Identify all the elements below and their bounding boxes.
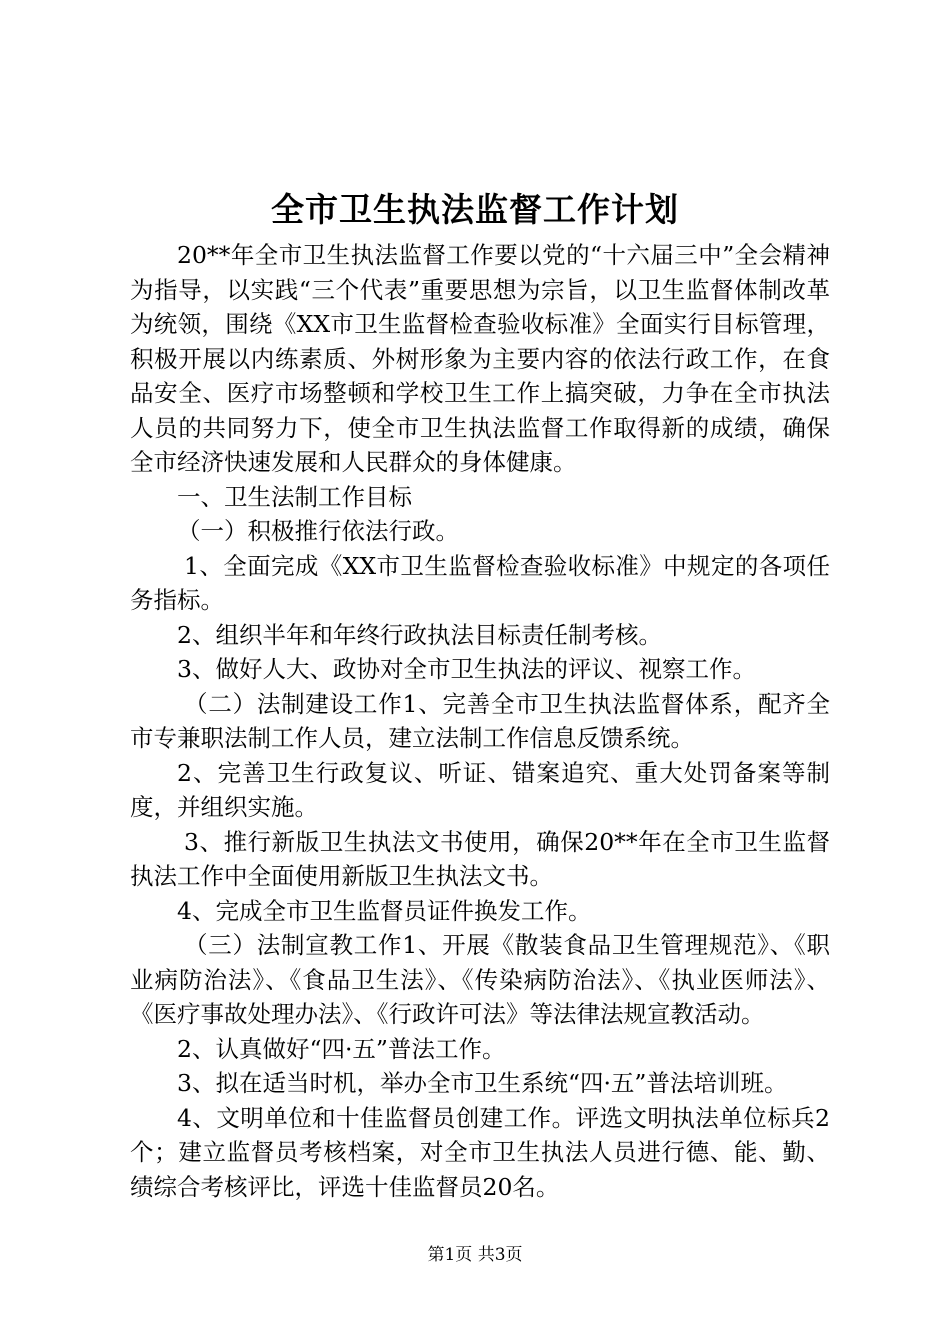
document-body: [130, 238, 830, 1204]
list-item: 3、拟在适当时机，举办全市卫生系统“四·五”普法培训班。: [177, 1069, 788, 1097]
page-number-footer: 第1页 共3页: [427, 1245, 523, 1265]
list-item: 3、做好人大、政协对全市卫生执法的评议、视察工作。: [177, 655, 756, 683]
list-item: 2、认真做好“四·五”普法工作。: [177, 1034, 506, 1063]
section-heading: 一、卫生法制工作目标: [177, 482, 412, 511]
subsection-paragraph: （三）法制宣教工作1、开展《散装食品卫生管理规范》、《职业病防治法》、《食品卫生法》、《传染病防治法》、《执业医师法》、《医疗事故处理办法》、《行政许可法》等法律法规宣教活动。: [130, 931, 830, 1028]
list-item: 3、推行新版卫生执法文书使用，确保20**年在全市卫生监督执法工作中全面使用新版卫生执法文书。: [130, 827, 830, 890]
list-item: 1、全面完成《XX市卫生监督检查验收标准》中规定的各项任务指标。: [130, 551, 830, 614]
document-title: 全市卫生执法监督工作计划: [271, 190, 679, 229]
list-item: 2、完善卫生行政复议、听证、错案追究、重大处罚备案等制度，并组织实施。: [130, 758, 830, 821]
intro-paragraph: 20**年全市卫生执法监督工作要以党的“十六届三中”全会精神为指导，以实践“三个代表”重要思想为宗旨，以卫生监督体制改革为统领，围绕《XX市卫生监督检查验收标准》全面实行目标管理，积极开展以内练素质、外树形象为主要内容的依法行政工作，在食品安全、医疗市场整顿和学校卫生工作上搞突破，力争在全市执法人员的共同努力下，使全市卫生执法监督工作取得新的成绩，确保全市经济快速发展和人民群众的身体健康。: [130, 241, 830, 476]
list-item: 4、文明单位和十佳监督员创建工作。评选文明执法单位标兵2个；建立监督员考核档案，对全市卫生执法人员进行德、能、勤、绩综合考核评比，评选十佳监督员20名。: [130, 1103, 830, 1201]
subsection-heading: （一）积极推行依法行政。: [177, 517, 459, 545]
subsection-paragraph: （二）法制建设工作1、完善全市卫生执法监督体系，配齐全市专兼职法制工作人员，建立法制工作信息反馈系统。: [130, 689, 830, 752]
list-item: 2、组织半年和年终行政执法目标责任制考核。: [177, 620, 662, 649]
list-item: 4、完成全市卫生监督员证件换发工作。: [177, 896, 592, 925]
